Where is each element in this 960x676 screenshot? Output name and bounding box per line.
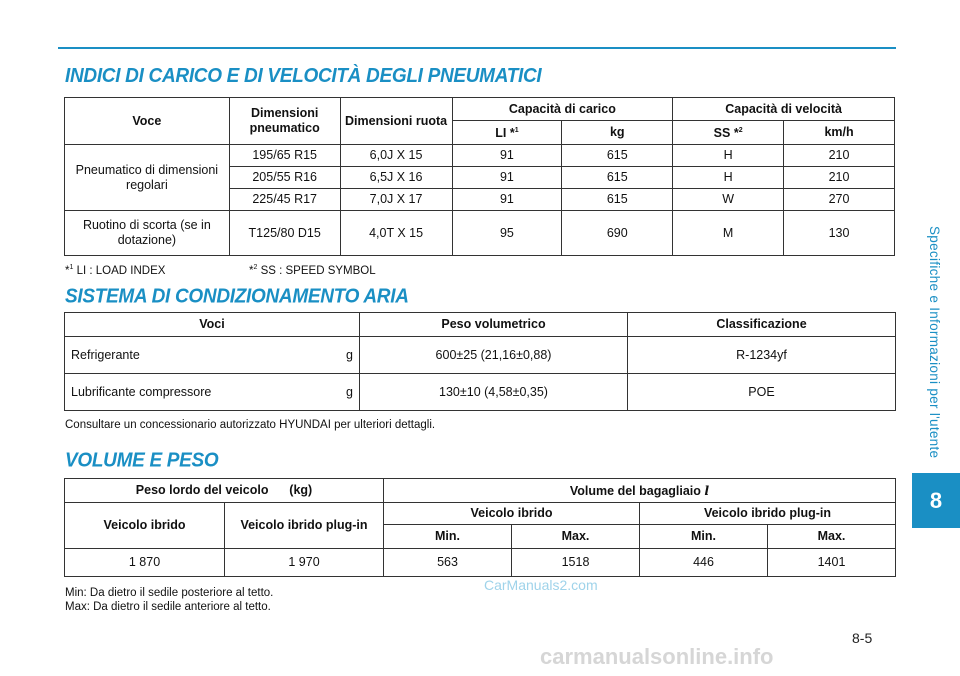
tires-footnote-li: *$^1$ LI : LOAD INDEX — [65, 264, 166, 277]
tires-footnote-ss: *$^2$ SS : SPEED SYMBOL — [249, 264, 376, 277]
cell-wheel: 4,0T X 15 — [340, 211, 452, 256]
chapter-tab[interactable]: 8 — [912, 473, 960, 528]
header-classificazione: Classificazione — [628, 313, 896, 337]
cell-ss: M — [673, 211, 784, 256]
header-capacita-velocita: Capacità di velocità — [673, 98, 895, 121]
cell-kg: 690 — [562, 211, 673, 256]
ac-header-row — [65, 313, 896, 337]
header-dimensioni-ruota: Dimensioni ruota — [340, 98, 452, 145]
cell-kmh: 210 — [784, 167, 895, 189]
page-number: 8-5 — [852, 630, 873, 646]
cell-kmh: 130 — [784, 211, 895, 256]
header-veicolo-ibrido: Veicolo ibrido — [65, 503, 225, 549]
top-rule — [58, 47, 896, 49]
cell-wheel: 7,0J X 17 — [340, 189, 452, 211]
header-capacita-carico: Capacità di carico — [452, 98, 673, 121]
header-volume-plugin: Veicolo ibrido plug-in — [640, 503, 896, 525]
table-row — [65, 549, 896, 577]
cell-kmh: 270 — [784, 189, 895, 211]
header-max: Max. — [768, 525, 896, 549]
volume-section-title: VOLUME E PESO — [65, 449, 219, 472]
row-label-spare-tire: Ruotino di scorta (se in dotazione) — [65, 211, 230, 256]
cell-ibrido-min: 563 — [384, 549, 512, 577]
header-kg: kg — [562, 121, 673, 145]
tires-section-title: INDICI DI CARICO E DI VELOCITÀ DEGLI PNEUMATICI — [65, 65, 542, 88]
cell-weight: 600±25 (21,16±0,88) — [360, 337, 628, 374]
ac-table — [64, 312, 896, 411]
table-row — [65, 374, 896, 411]
header-volume-bagagliaio: Volume del bagagliaio l — [384, 479, 896, 503]
cell-peso-plugin: 1 970 — [225, 549, 384, 577]
cell-item: Refrigerante g — [65, 337, 360, 374]
cell-item: Lubrificante compressore g — [65, 374, 360, 411]
ac-note: Consultare un concessionario autorizzato HYUNDAI per ulteriori dettagli. — [65, 419, 436, 431]
cell-ibrido-max: 1518 — [512, 549, 640, 577]
cell-ss: W — [673, 189, 784, 211]
header-min: Min. — [640, 525, 768, 549]
table-row — [65, 211, 895, 256]
cell-ss: H — [673, 167, 784, 189]
header-volume-ibrido: Veicolo ibrido — [384, 503, 640, 525]
cell-kg: 615 — [562, 145, 673, 167]
header-li: LI *$^1$ — [452, 121, 562, 145]
table-row — [65, 337, 896, 374]
ac-section-title: SISTEMA DI CONDIZIONAMENTO ARIA — [65, 285, 409, 308]
volume-table — [64, 478, 896, 577]
tires-header-row — [65, 98, 895, 121]
header-voce: Voce — [65, 98, 230, 145]
cell-kmh: 210 — [784, 145, 895, 167]
header-voci: Voci — [65, 313, 360, 337]
watermark-carmanuals2[interactable]: CarManuals2.com — [484, 577, 598, 593]
cell-peso-ibrido: 1 870 — [65, 549, 225, 577]
chapter-side-label: Specifiche e Informazioni per l'utente — [927, 225, 942, 458]
volume-note-max: Max: Da dietro il sedile anteriore al tetto. — [65, 601, 271, 613]
cell-ss: H — [673, 145, 784, 167]
cell-li: 91 — [452, 167, 562, 189]
tires-table — [64, 97, 895, 256]
cell-tire: T125/80 D15 — [229, 211, 340, 256]
volume-header-row — [65, 479, 896, 503]
cell-kg: 615 — [562, 189, 673, 211]
header-peso-lordo: Peso lordo del veicolo (kg) — [65, 479, 384, 503]
cell-kg: 615 — [562, 167, 673, 189]
cell-class: POE — [628, 374, 896, 411]
cell-wheel: 6,0J X 15 — [340, 145, 452, 167]
header-min: Min. — [384, 525, 512, 549]
volume-subheader-row — [65, 503, 896, 525]
cell-weight: 130±10 (4,58±0,35) — [360, 374, 628, 411]
cell-class: R-1234yf — [628, 337, 896, 374]
cell-tire: 225/45 R17 — [229, 189, 340, 211]
cell-plugin-max: 1401 — [768, 549, 896, 577]
row-label-regular-tire: Pneumatico di dimensioni regolari — [65, 145, 230, 211]
header-veicolo-plugin: Veicolo ibrido plug-in — [225, 503, 384, 549]
cell-plugin-min: 446 — [640, 549, 768, 577]
header-ss: SS *$^2$ — [673, 121, 784, 145]
cell-tire: 195/65 R15 — [229, 145, 340, 167]
cell-li: 91 — [452, 189, 562, 211]
header-peso-volumetrico: Peso volumetrico — [360, 313, 628, 337]
watermark-carmanualsonline: carmanualsonline.info — [540, 644, 774, 669]
table-row — [65, 145, 895, 167]
cell-tire: 205/55 R16 — [229, 167, 340, 189]
cell-li: 91 — [452, 145, 562, 167]
header-dimensioni-pneumatico: Dimensioni pneumatico — [229, 98, 340, 145]
volume-note-min: Min: Da dietro il sedile posteriore al tetto. — [65, 587, 274, 599]
cell-wheel: 6,5J X 16 — [340, 167, 452, 189]
header-max: Max. — [512, 525, 640, 549]
header-kmh: km/h — [784, 121, 895, 145]
cell-li: 95 — [452, 211, 562, 256]
